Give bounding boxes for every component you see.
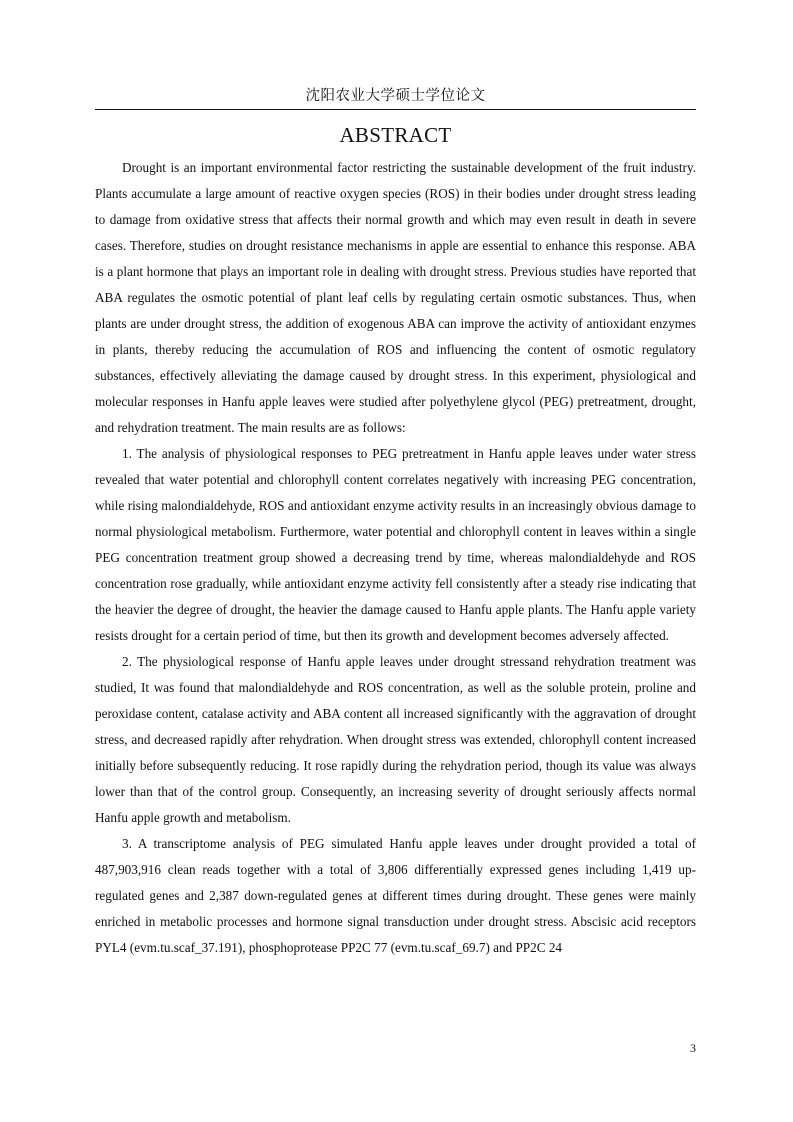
- section-title: ABSTRACT: [339, 123, 452, 147]
- abstract-paragraph: 3. A transcriptome analysis of PEG simulated Hanfu apple leaves under drought provided a total of 487,903,916 clean reads together with a total of 3,806 differentially expressed genes including 1,419 up-regulated genes and 2,387 down-regulated genes at different times during drought. These genes were mainly enriched in metabolic processes and hormone signal transduction under drought stress. Abscisic acid receptors PYL4 (evm.tu.scaf_37.191), phosphoprotease PP2C 77 (evm.tu.scaf_69.7) and PP2C 24: [95, 836, 696, 955]
- abstract-body: [95, 155, 696, 961]
- header-rule: [95, 109, 696, 110]
- page-number: 3: [690, 1041, 696, 1055]
- abstract-paragraph: Drought is an important environmental factor restricting the sustainable development of the fruit industry. Plants accumulate a large amount of reactive oxygen species (ROS) in their bodies under drought stress leading to damage from oxidative stress that affects their normal growth and which may even result in death in severe cases. Therefore, studies on drought resistance mechanisms in apple are essential to enhance this response. ABA is a plant hormone that plays an important role in dealing with drought stress. Previous studies have reported that ABA regulates the osmotic potential of plant leaf cells by regulating certain osmotic substances. Thus, when plants are under drought stress, the addition of exogenous ABA can improve the activity of antioxidant enzymes in plants, thereby reducing the accumulation of ROS and influencing the content of osmotic regulatory substances, effectively alleviating the damage caused by drought stress. In this experiment, physiological and molecular responses in Hanfu apple leaves were studied after polyethylene glycol (PEG) pretreatment, drought, and rehydration treatment. The main results are as follows:: [95, 160, 696, 435]
- abstract-paragraph: 1. The analysis of physiological responses to PEG pretreatment in Hanfu apple leaves under water stress revealed that water potential and chlorophyll content correlates negatively with increasing PEG concentration, while rising malondialdehyde, ROS and antioxidant enzyme activity results in an increasingly obvious damage to normal physiological metabolism. Furthermore, water potential and chlorophyll content in leaves within a single PEG concentration treatment group showed a decreasing trend by time, whereas malondialdehyde and ROS concentration rose gradually, while antioxidant enzyme activity fell consistently after a steady rise indicating that the heavier the degree of drought, the heavier the damage caused to Hanfu apple plants. The Hanfu apple variety resists drought for a certain period of time, but then its growth and development becomes adversely affected.: [95, 446, 696, 643]
- running-header: 沈阳农业大学硕士学位论文: [305, 88, 486, 104]
- abstract-paragraph: 2. The physiological response of Hanfu apple leaves under drought stressand rehydration treatment was studied, It was found that malondialdehyde and ROS concentration, as well as the soluble protein, proline and peroxidase content, catalase activity and ABA content all increased significantly with the aggravation of drought stress, and decreased rapidly after rehydration. When drought stress was extended, chlorophyll content increased initially before subsequently reducing. It rose rapidly during the rehydration period, though its value was always lower than that of the control group. Consequently, an increasing severity of drought seriously affects normal Hanfu apple growth and metabolism.: [95, 654, 696, 825]
